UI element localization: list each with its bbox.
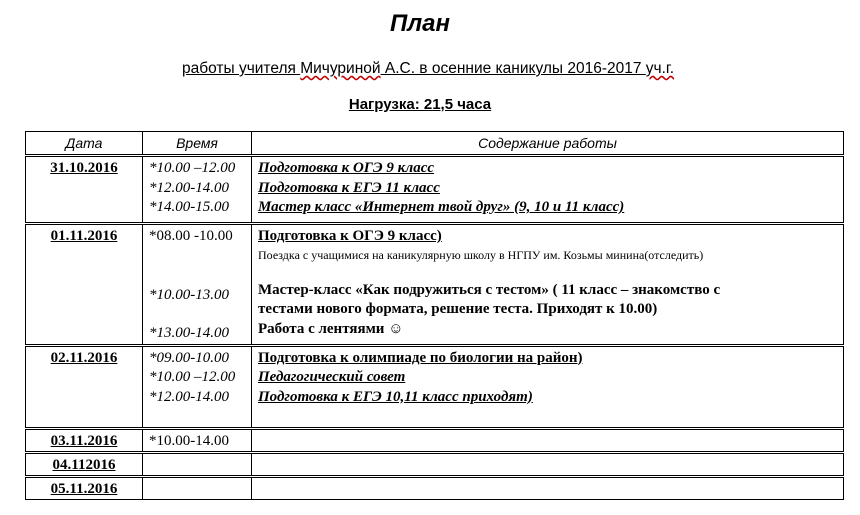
subtitle-prefix: работы учителя bbox=[182, 60, 301, 77]
time-slot: *14.00-15.00 bbox=[149, 199, 229, 215]
time-slot: *10.00 –12.00 bbox=[149, 369, 236, 385]
task-item: Работа с лентяями ☺ bbox=[258, 320, 404, 337]
time-cell bbox=[143, 428, 252, 453]
content-cell bbox=[252, 453, 844, 477]
task-item: Мастер класс «Интернет твой друг» (9, 10 и 11 класс) bbox=[258, 199, 625, 215]
task-item: Подготовка к ЕГЭ 10,11 класс приходят) bbox=[258, 388, 533, 405]
time-slot: *08.00 -10.00 bbox=[149, 228, 233, 244]
content-cell bbox=[252, 345, 844, 428]
content-cell bbox=[252, 428, 844, 453]
time-cell bbox=[143, 345, 252, 428]
workload-label: Нагрузка: 21,5 часа bbox=[348, 96, 492, 113]
subtitle bbox=[0, 60, 856, 78]
table-row bbox=[26, 156, 844, 224]
date-cell: 02.11.2016 bbox=[26, 345, 143, 428]
time-slot: *09.00-10.00 bbox=[149, 349, 229, 366]
time-slot: *13.00-14.00 bbox=[149, 325, 229, 341]
subtitle-name: Мичуриной bbox=[300, 60, 381, 77]
time-cell bbox=[143, 453, 252, 477]
task-item: Поездка с учащимися на каникулярную школу в НГПУ им. Козьмы минина(отследить) bbox=[258, 247, 704, 262]
date-cell: 31.10.2016 bbox=[26, 156, 143, 224]
table-header-row bbox=[26, 132, 844, 156]
task-item: Подготовка к ЕГЭ 11 класс bbox=[258, 179, 440, 196]
task-item: Педагогический совет bbox=[258, 369, 406, 385]
date-cell: 05.11.2016 bbox=[26, 477, 143, 500]
content-cell bbox=[252, 156, 844, 224]
table-row bbox=[26, 477, 844, 500]
task-item: Подготовка к олимпиаде по биологии на район) bbox=[258, 349, 583, 366]
task-item: Подготовка к ОГЭ 9 класс) bbox=[258, 228, 442, 244]
task-item: Подготовка к ОГЭ 9 класс bbox=[258, 160, 435, 176]
time-cell bbox=[143, 477, 252, 500]
date-cell: 03.11.2016 bbox=[26, 428, 143, 453]
task-item: Мастер-класс «Как подружиться с тестом» ( 11 класс – знакомство с bbox=[258, 281, 721, 298]
table-row bbox=[26, 224, 844, 346]
column-header-date: Дата bbox=[26, 132, 143, 156]
time-cell bbox=[143, 156, 252, 224]
time-slot: *10.00-13.00 bbox=[149, 286, 229, 303]
content-cell bbox=[252, 477, 844, 500]
date-cell: 01.11.2016 bbox=[26, 224, 143, 346]
time-slot: *10.00 –12.00 bbox=[149, 160, 236, 176]
table-row bbox=[26, 453, 844, 477]
date-cell: 04.112016 bbox=[26, 453, 143, 477]
subtitle-year: уч.г. bbox=[645, 60, 674, 77]
column-header-content: Содержание работы bbox=[252, 132, 844, 156]
content-cell bbox=[252, 224, 844, 346]
time-slot: *10.00-14.00 bbox=[149, 432, 229, 449]
time-slot: *12.00-14.00 bbox=[149, 179, 229, 196]
column-header-time: Время bbox=[143, 132, 252, 156]
task-item: тестами нового формата, решение теста. Приходят к 10.00) bbox=[258, 301, 658, 317]
table-row bbox=[26, 345, 844, 428]
page-title: План bbox=[389, 10, 451, 37]
time-slot: *12.00-14.00 bbox=[149, 388, 229, 405]
plan-table bbox=[25, 131, 844, 500]
table-row bbox=[26, 428, 844, 453]
time-cell bbox=[143, 224, 252, 346]
subtitle-suffix: А.С. в осенние каникулы 2016-2017 bbox=[380, 60, 646, 77]
